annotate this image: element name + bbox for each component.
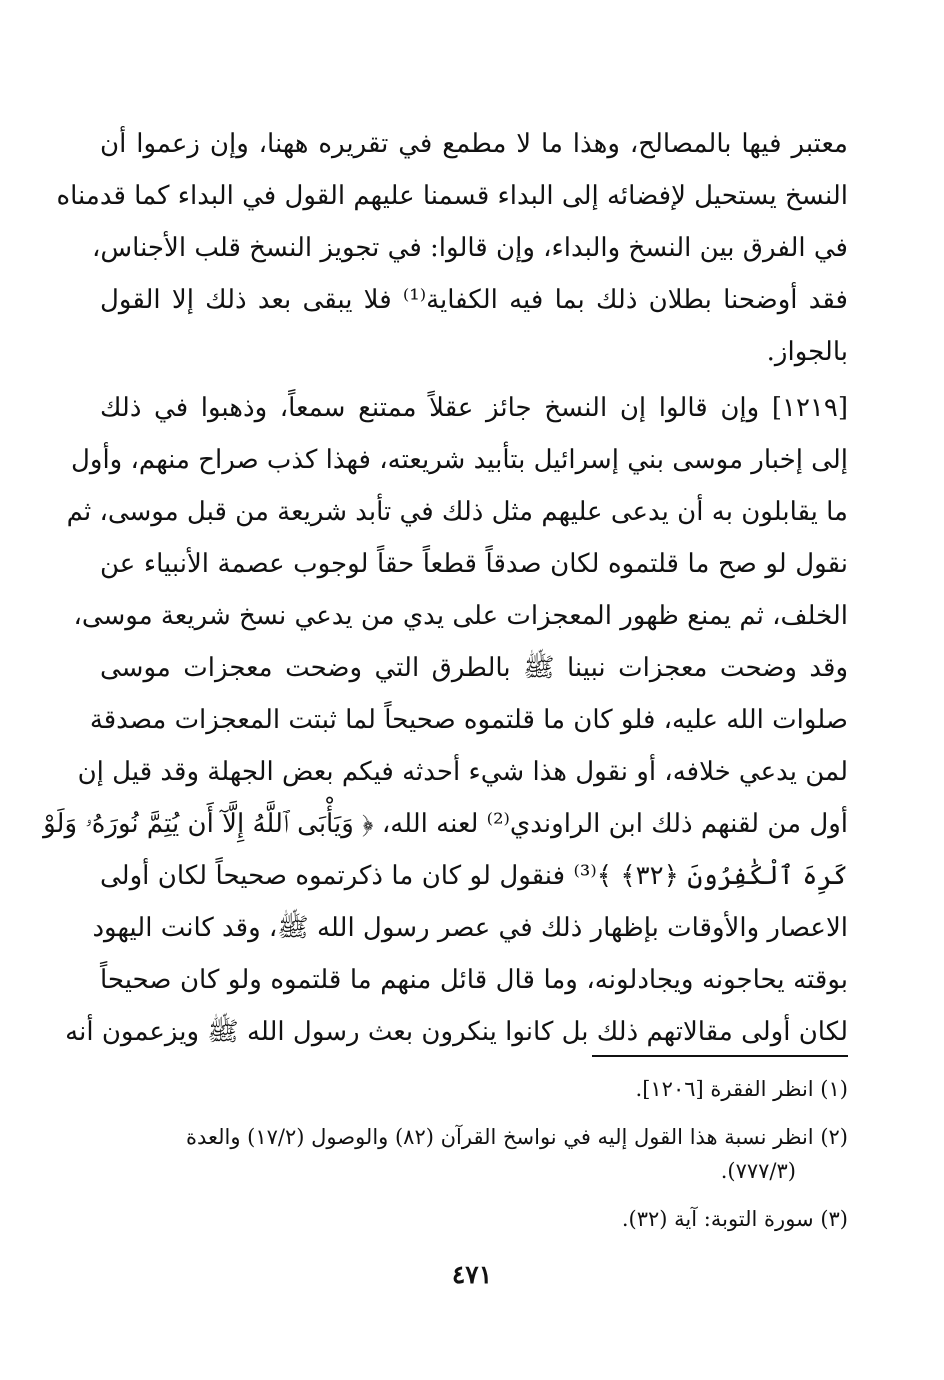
text-line: الاعصار والأوقات بإظهار ذلك في عصر رسول الله ﷺ، وقد كانت اليهود	[92, 913, 848, 943]
text-line: صلوات الله عليه، فلو كان ما قلتموه صحيحاً لما ثبتت المعجزات مصدقة	[89, 705, 848, 735]
text-line: ما يقابلون به أن يدعى عليهم مثل ذلك في تأبد شريعة من قبل موسى، ثم	[66, 497, 848, 527]
text-line: النسخ يستحيل لإفضائه إلى البداء قسمنا عليهم القول في البداء كما قدمناه	[56, 181, 848, 211]
text-line: نقول لو صح ما قلتموه لكان صدقاً قطعاً حقاً لوجوب عصمة الأنبياء عن	[100, 549, 848, 579]
text-line: بالجواز.	[766, 337, 848, 367]
text-line: لمن يدعي خلافه، أو نقول هذا شيء أحدثه فيكم بعض الجهلة وقد قيل إن	[77, 757, 848, 787]
text-line: فقد أوضحنا بطلان ذلك بما فيه الكفاية⁽¹⁾ فلا يبقى بعد ذلك إلا القول	[100, 285, 848, 315]
footnote-2-continuation: (٧٧٧/٣).	[720, 1159, 796, 1183]
text-line: [١٢١٩] وإن قالوا إن النسخ جائز عقلاً ممتنع سمعاً، وذهبوا في ذلك	[100, 393, 848, 423]
footnote-1: (١) انظر الفقرة [١٢٠٦].	[635, 1077, 848, 1101]
text-line: كَرِهَ ٱلْكَٰفِرُونَ ﴿٣٢﴾ ﴾⁽³⁾ فنقول لو كان ما ذكرتموه صحيحاً لكان أولى	[100, 861, 849, 891]
text-line: أول من لقنهم ذلك ابن الراوندي⁽²⁾ لعنه الله، ﴿ وَيَأْبَى ٱللَّهُ إِلَّآ أَن يُتِمَّ نُورَهُۥ وَلَوْ	[43, 809, 848, 839]
text-line: الخلف، ثم يمنع ظهور المعجزات على يدي من يدعي نسخ شريعة موسى،	[73, 601, 848, 631]
main-paragraph-1	[56, 118, 848, 378]
page-number: ٤٧١	[451, 1260, 493, 1289]
text-line: وقد وضحت معجزات نبينا ﷺ بالطرق التي وضحت معجزات موسى	[100, 653, 848, 683]
text-line: معتبر فيها بالمصالح، وهذا ما لا مطمع في تقريره ههنا، وإن زعموا أن	[100, 129, 848, 159]
footnotes	[100, 1072, 848, 1236]
text-line: بوقته يحاجونه ويجادلونه، وما قال قائل منهم ما قلتموه ولو كان صحيحاً	[100, 965, 848, 995]
footnote-separator	[592, 1055, 848, 1057]
text-line: إلى إخبار موسى بني إسرائيل بتأبيد شريعته، فهذا كذب صراح منهم، وأول	[71, 445, 848, 475]
main-paragraph-2	[43, 382, 849, 1058]
footnote-2: (٢) انظر نسبة هذا القول إليه في نواسخ القرآن (٨٢) والوصول (١٧/٢) والعدة	[185, 1125, 848, 1149]
text-line: في الفرق بين النسخ والبداء، وإن قالوا: في تجويز النسخ قلب الأجناس،	[92, 233, 848, 263]
text-line: لكان أولى مقالاتهم ذلك بل كانوا ينكرون بعث رسول الله ﷺ ويزعمون أنه	[65, 1017, 848, 1047]
footnote-3: (٣) سورة التوبة: آية (٣٢).	[621, 1207, 848, 1231]
